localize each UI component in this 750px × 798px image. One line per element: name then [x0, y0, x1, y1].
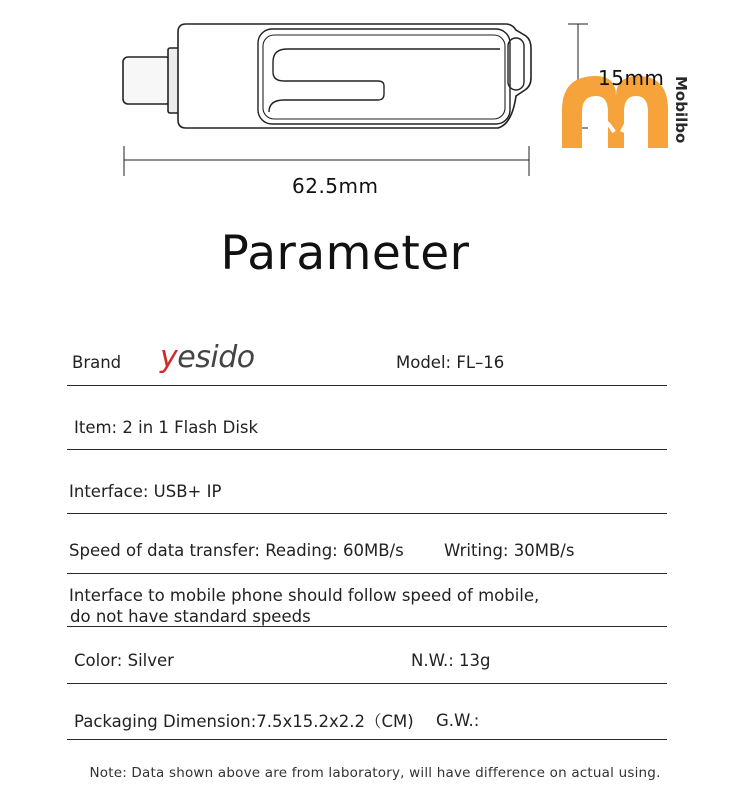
height-dimension-label: 15mm — [598, 66, 665, 90]
row-divider — [67, 385, 667, 386]
row-divider — [67, 739, 667, 740]
row-divider — [67, 513, 667, 514]
interface-value: Interface: USB+ IP — [69, 482, 222, 501]
brand-logo-initial: y — [160, 340, 178, 375]
packaging-dimension-value: Packaging Dimension:7.5x15.2x2.2（CM) — [74, 712, 414, 731]
width-dimension-label: 62.5mm — [292, 174, 379, 198]
usb-connector — [123, 57, 171, 104]
item-value: Item: 2 in 1 Flash Disk — [74, 418, 259, 437]
model-value: Model: FL–16 — [396, 353, 505, 372]
brand-label: Brand — [72, 353, 122, 372]
interface-note-line1: Interface to mobile phone should follow speed of mobile, — [69, 586, 540, 605]
row-divider — [67, 683, 667, 684]
speed-value: Speed of data transfer: Reading: 60MB/s — [69, 541, 404, 560]
writing-value: Writing: 30MB/s — [444, 541, 575, 560]
row-divider — [67, 449, 667, 450]
net-weight-value: N.W.: 13g — [411, 651, 491, 670]
color-value: Color: Silver — [74, 651, 174, 670]
page-title: Parameter — [220, 226, 470, 281]
gross-weight-value: G.W.: — [436, 711, 480, 730]
interface-note-line2: do not have standard speeds — [70, 607, 311, 626]
brand-logo-text: esido — [177, 340, 255, 375]
brand-logo — [160, 340, 255, 375]
row-divider — [67, 573, 667, 574]
flash-disk-body — [178, 24, 531, 128]
footnote: Note: Data shown above are from laboratory, will have difference on actual using. — [89, 765, 661, 781]
watermark-brand-text: Mobilbo — [672, 76, 690, 144]
row-divider — [67, 626, 667, 627]
